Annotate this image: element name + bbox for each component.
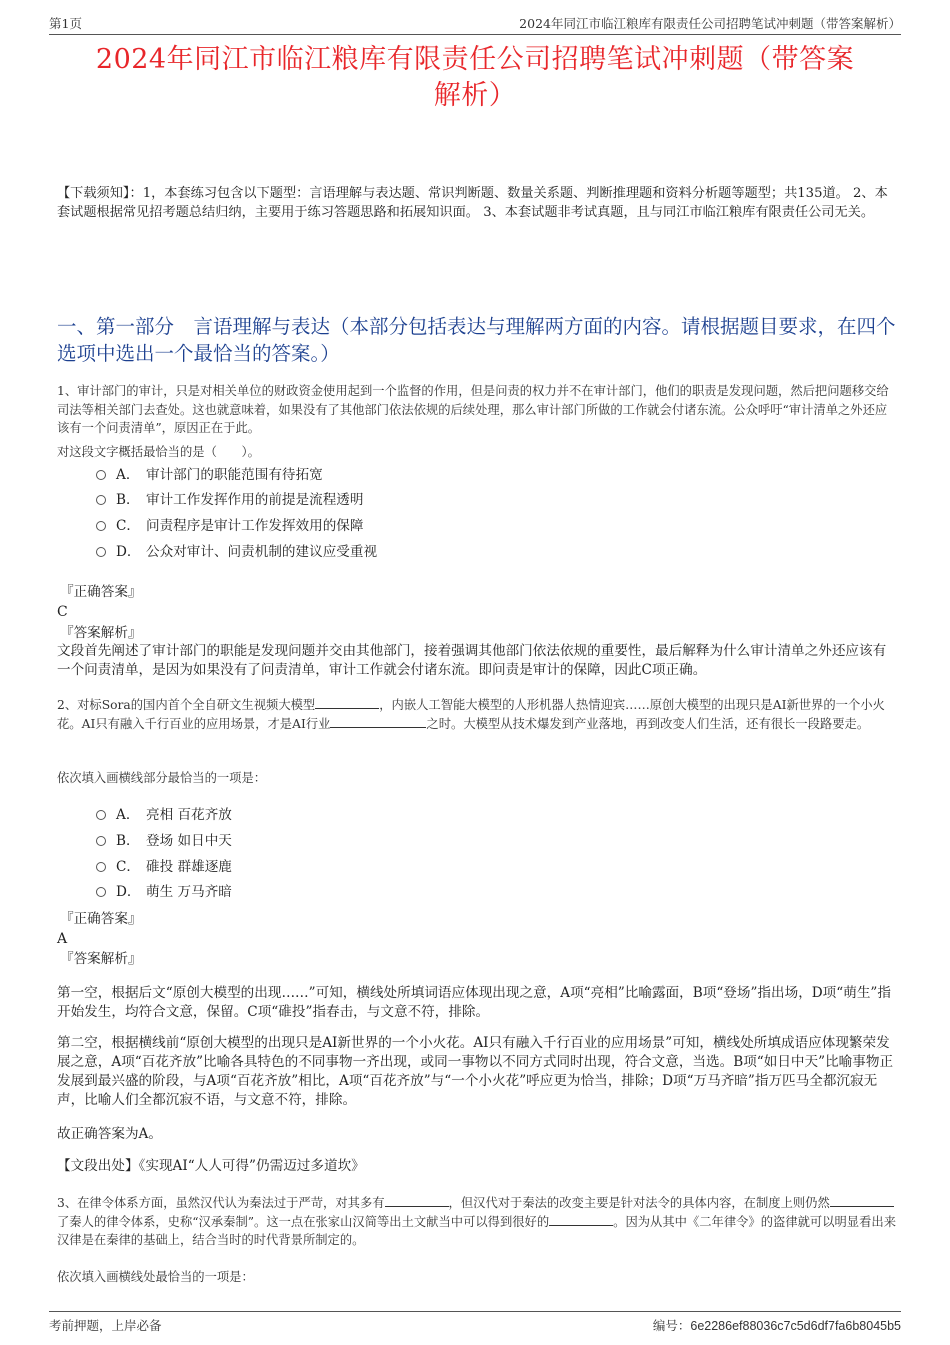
title-line-1: 2024年同江市临江粮库有限责任公司招聘笔试冲刺题（带答案 — [95, 44, 855, 75]
q2-analysis-para-2: 第二空，根据横线前“原创大模型的出现只是AI新世界的一个小火花。AI只有融入千行百业的应用场景”可知，横线处所填成语应体现繁荣发展之意，A项“百花齐放”比喻各具特色的不同事物一齐出现，或同一事物以不同方式同时出现，符合文意，当选。B项“如日中天”比喻事物正发展到最兴盛的阶段，与A项“百花齐放”相比，A项“百花齐放”与“一个小火花”呼应更为恰当，排除；D项“万马齐暗”指万匹马全都沉寂无声，比喻人们全都沉寂不语，与文意不符，排除。 — [57, 1035, 894, 1108]
blank-2 — [330, 715, 426, 728]
q1-option-c[interactable]: C． 问责程序是审计工作发挥效用的保障 — [96, 516, 364, 536]
page-number: 第1页 — [49, 16, 82, 31]
question-1-stem: 1、审计部门的审计，只是对相关单位的财政资金使用起到一个监督的作用，但是问责的权力并不在审计部门，他们的职责是发现问题，然后把问题移交给司法等相关部门去查处。这也就意味着，如果没有了其他部门依法依规的后续处理，那么审计部门所做的工作就会付诸东流。公众呼吁“审计清单之外还应该有一个问责清单”，原因正在于此。 — [57, 384, 889, 435]
q2-option-c[interactable]: C． 碓投 群雄逐鹿 — [96, 857, 232, 877]
download-notice: 【下载须知】：1，本套练习包含以下题型：言语理解与表达题、常识判断题、数量关系题、判断推理题和资料分析题等题型；共135道。 2、本套试题根据常见招考题总结归纳，主要用于练习答题思路和拓展知识面。 3、本套试题非考试真题，且与同江市临江粮库有限责任公司无关。 — [57, 186, 888, 220]
radio-icon[interactable] — [96, 521, 106, 531]
q2-answer-label: 『正确答案』 — [60, 911, 142, 927]
blank-2 — [830, 1194, 894, 1207]
question-3-prompt: 依次填入画横线处最恰当的一项是： — [57, 1270, 254, 1284]
q2-analysis-label: 『答案解析』 — [60, 951, 142, 967]
q2-option-d[interactable]: D． 萌生 万马齐暗 — [96, 882, 232, 902]
radio-icon[interactable] — [96, 862, 106, 872]
radio-icon[interactable] — [96, 887, 106, 897]
blank-3 — [549, 1213, 613, 1226]
question-1-prompt: 对这段文字概括最恰当的是（ ）。 — [57, 445, 260, 459]
blank-1 — [315, 696, 379, 709]
page-header — [49, 14, 901, 35]
footer-slogan: 考前押题，上岸必备 — [49, 1318, 162, 1333]
radio-icon[interactable] — [96, 547, 106, 557]
q1-option-a[interactable]: A． 审计部门的职能范围有待拓宽 — [96, 465, 323, 485]
question-3-stem: 3、在律令体系方面，虽然汉代认为秦法过于严苛，对其多有 ，但汉代对于秦法的改变主要是针对法令的具体内容，在制度上则仍然了秦人的律令体系，史称“汉承秦制”。这一点在张家山汉简等出土文献当中可以得到很好的 。因为从其中《二年律令》的盗律就可以明显看出来汉律是在秦律的基础上，结合当时的时代背景所制定的。 — [57, 1196, 896, 1247]
radio-icon[interactable] — [96, 810, 106, 820]
radio-icon[interactable] — [96, 495, 106, 505]
q2-analysis-para-3: 故正确答案为A。 — [57, 1126, 162, 1142]
q1-option-d[interactable]: D． 公众对审计、问责机制的建议应受重视 — [96, 542, 377, 562]
q1-answer-label: 『正确答案』 — [60, 584, 142, 600]
section-heading: 一、第一部分 言语理解与表达（本部分包括表达与理解两方面的内容。请根据题目要求，在四个选项中选出一个最恰当的答案。） — [57, 315, 896, 365]
title-line-2: 解析） — [433, 80, 517, 111]
q1-analysis: 文段首先阐述了审计部门的职能是发现问题并交由其他部门，接着强调其他部门依法依规的重要性，最后解释为什么审计清单之外还应该有一个问责清单，是因为如果没有了问责清单，审计工作就会付诸东流。即问责是审计的保障，因此C项正确。 — [57, 643, 887, 678]
page-footer — [49, 1311, 901, 1336]
q1-answer: C — [57, 604, 68, 620]
q2-option-b[interactable]: B． 登场 如日中天 — [96, 831, 232, 851]
q1-option-b[interactable]: B． 审计工作发挥作用的前提是流程透明 — [96, 490, 364, 510]
radio-icon[interactable] — [96, 836, 106, 846]
header-doc-title: 2024年同江市临江粮库有限责任公司招聘笔试冲刺题（带答案解析） — [519, 16, 901, 31]
q2-option-a[interactable]: A． 亮相 百花齐放 — [96, 805, 232, 825]
q2-answer: A — [57, 931, 68, 947]
radio-icon[interactable] — [96, 470, 106, 480]
q2-source: 【文段出处】《实现AI“人人可得”仍需迈过多道坎》 — [57, 1158, 365, 1174]
question-2-prompt: 依次填入画横线部分最恰当的一项是： — [57, 771, 267, 785]
blank-1 — [385, 1194, 449, 1207]
document-code: 编号：6e2286ef88036c7c5d6df7fa6b8045b5 — [652, 1318, 901, 1333]
question-2-stem: 2、对标Sora的国内首个全自研文生视频大模型 ，内嵌人工智能大模型的人形机器人热情迎宾……原创大模型的出现只是AI新世界的一个小火花。AI只有融入千行百业的应用场景，才是AI行业 之时。大模型从技术爆发到产业落地，再到改变人们生活，还有很长一段路要走。 — [57, 698, 885, 731]
q1-analysis-label: 『答案解析』 — [60, 625, 142, 641]
q2-analysis-para-1: 第一空，根据后文“原创大模型的出现……”可知，横线处所填词语应体现出现之意，A项“亮相”比喻露面，B项“登场”指出场，D项“萌生”指开始发生，均符合文意，保留。C项“碓投”指春击，与文意不符，排除。 — [57, 985, 891, 1020]
document-title — [40, 42, 910, 114]
